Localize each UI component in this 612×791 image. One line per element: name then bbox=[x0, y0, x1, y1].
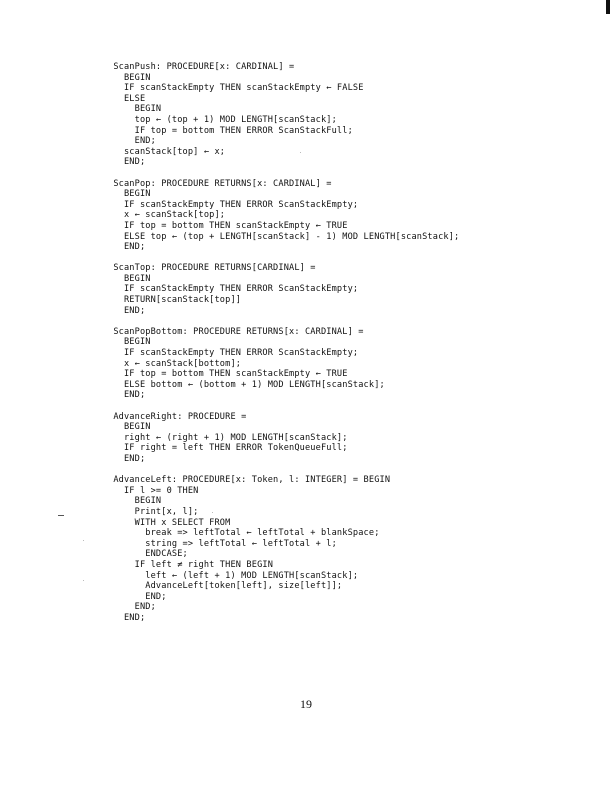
scan-speck bbox=[83, 540, 84, 541]
code-line: BEGIN bbox=[108, 496, 162, 507]
margin-mark bbox=[58, 515, 64, 516]
code-line: Print[x, l]; bbox=[108, 506, 199, 517]
code-line: ScanTop: PROCEDURE RETURNS[CARDINAL] = bbox=[108, 263, 316, 274]
code-line: END; bbox=[108, 602, 156, 613]
block-spacer bbox=[108, 253, 459, 264]
code-line: ELSE top ← (top + LENGTH[scanStack] - 1) MOD LENGTH[scanStack]; bbox=[108, 231, 460, 242]
code-line: scanStack[top] ← x; bbox=[108, 146, 226, 157]
code-line: IF scanStackEmpty THEN ERROR ScanStackEmpty; bbox=[108, 348, 359, 359]
code-line: ScanPop: PROCEDURE RETURNS[x: CARDINAL] = bbox=[108, 178, 332, 189]
code-listing bbox=[108, 62, 459, 623]
procedure-block bbox=[108, 62, 459, 168]
block-spacer bbox=[108, 168, 459, 179]
code-line: IF scanStackEmpty THEN ERROR ScanStackEmpty; bbox=[108, 284, 359, 295]
code-line: AdvanceRight: PROCEDURE = bbox=[108, 411, 247, 422]
code-line: END; bbox=[108, 390, 146, 401]
code-line: BEGIN bbox=[108, 273, 151, 284]
code-line: ScanPush: PROCEDURE[x: CARDINAL] = bbox=[108, 62, 295, 72]
page-number: 19 bbox=[300, 697, 312, 711]
block-spacer bbox=[108, 465, 459, 476]
code-line: BEGIN bbox=[108, 104, 162, 115]
code-line: IF scanStackEmpty THEN scanStackEmpty ← FALSE bbox=[108, 83, 364, 94]
code-line: IF top = bottom THEN ERROR ScanStackFull; bbox=[108, 125, 353, 136]
procedure-block bbox=[108, 179, 459, 253]
code-line: END; bbox=[108, 612, 146, 623]
code-line: END; bbox=[108, 136, 156, 147]
code-line: IF left ≠ right THEN BEGIN bbox=[108, 559, 274, 570]
code-line: ELSE bbox=[108, 93, 146, 104]
code-line: END; bbox=[108, 453, 146, 464]
code-line: BEGIN bbox=[108, 189, 151, 200]
code-line: END; bbox=[108, 242, 146, 253]
code-line: AdvanceLeft: PROCEDURE[x: Token, l: INTEGER] = BEGIN bbox=[108, 475, 391, 486]
scan-edge-mark bbox=[606, 0, 610, 14]
code-line: ScanPopBottom: PROCEDURE RETURNS[x: CARDINAL] = bbox=[108, 326, 364, 337]
procedure-block bbox=[108, 263, 459, 316]
code-line: ENDCASE; bbox=[108, 549, 188, 560]
procedure-block bbox=[108, 412, 459, 465]
code-line: BEGIN bbox=[108, 337, 151, 348]
code-line: right ← (right + 1) MOD LENGTH[scanStack]; bbox=[108, 432, 348, 443]
code-line: RETURN[scanStack[top]] bbox=[108, 295, 242, 306]
block-spacer bbox=[108, 316, 459, 327]
procedure-block bbox=[108, 475, 459, 623]
code-line: END; bbox=[108, 157, 146, 168]
code-line: x ← scanStack[bottom]; bbox=[108, 358, 242, 369]
procedure-block bbox=[108, 327, 459, 401]
code-line: BEGIN bbox=[108, 72, 151, 83]
code-line: IF right = left THEN ERROR TokenQueueFull; bbox=[108, 443, 348, 454]
code-line: break => leftTotal ← leftTotal + blankSpace; bbox=[108, 528, 380, 539]
code-line: x ← scanStack[top]; bbox=[108, 210, 226, 221]
code-line: IF scanStackEmpty THEN ERROR ScanStackEmpty; bbox=[108, 199, 359, 210]
code-line: IF top = bottom THEN scanStackEmpty ← TRUE bbox=[108, 220, 348, 231]
code-line: top ← (top + 1) MOD LENGTH[scanStack]; bbox=[108, 114, 337, 125]
code-line: END; bbox=[108, 305, 146, 316]
code-line: ELSE bottom ← (bottom + 1) MOD LENGTH[scanStack]; bbox=[108, 379, 385, 390]
code-line: AdvanceLeft[token[left], size[left]]; bbox=[108, 581, 343, 592]
block-spacer bbox=[108, 401, 459, 412]
code-line: IF l >= 0 THEN bbox=[108, 485, 199, 496]
scan-speck bbox=[83, 580, 84, 581]
code-line: END; bbox=[108, 591, 167, 602]
code-line: BEGIN bbox=[108, 422, 151, 433]
code-line: WITH x SELECT FROM bbox=[108, 517, 231, 528]
code-line: left ← (left + 1) MOD LENGTH[scanStack]; bbox=[108, 570, 359, 581]
code-line: string => leftTotal ← leftTotal + l; bbox=[108, 538, 337, 549]
code-line: IF top = bottom THEN scanStackEmpty ← TRUE bbox=[108, 369, 348, 380]
